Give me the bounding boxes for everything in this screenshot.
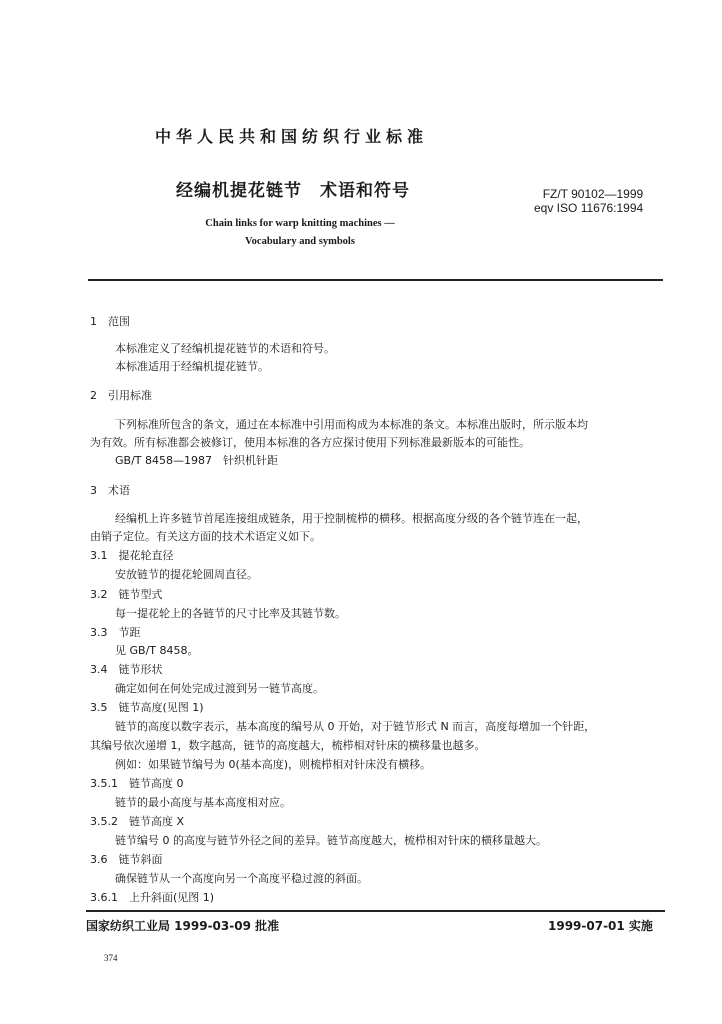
section-1-paragraph-2: 本标准适用于经编机提花链节。 — [115, 360, 269, 373]
term-3-5-1-definition: 链节的最小高度与基本高度相对应。 — [115, 796, 291, 809]
implementation-date: 1999-07-01 实施 — [548, 919, 653, 933]
english-title-line-2: Vocabulary and symbols — [245, 236, 355, 247]
term-3-2-heading: 3.2 链节型式 — [90, 588, 163, 601]
term-3-6-heading: 3.6 链节斜面 — [90, 853, 163, 866]
term-3-3-heading: 3.3 节距 — [90, 626, 141, 639]
section-3-paragraph-line-1: 经编机上许多链节首尾连接组成链条，用于控制梳栉的横移。根据高度分级的各个链节连在一起， — [115, 512, 588, 525]
section-2-paragraph-line-1: 下列标准所包含的条文，通过在本标准中引用而构成为本标准的条文。本标准出版时，所示版本均 — [115, 418, 588, 431]
term-3-6-1-heading: 3.6.1 上升斜面(见图 1) — [90, 891, 215, 904]
page-number: 374 — [104, 953, 118, 963]
english-title-line-1: Chain links for warp knitting machines — — [205, 218, 395, 229]
approval-date: 国家纺织工业局 1999-03-09 批准 — [86, 919, 280, 933]
term-3-5-1-heading: 3.5.1 链节高度 0 — [90, 777, 184, 790]
document-title: 经编机提花链节 术语和符号 — [176, 181, 410, 201]
section-1-heading: 1 范围 — [90, 315, 130, 328]
standard-number-block — [534, 187, 643, 215]
section-3-heading: 3 术语 — [90, 484, 130, 497]
term-3-3-definition: 见 GB/T 8458。 — [115, 644, 199, 657]
term-3-4-definition: 确定如何在何处完成过渡到另一链节高度。 — [115, 682, 324, 695]
standard-number: FZ/T 90102—1999 — [542, 187, 644, 201]
term-3-5-example: 例如：如果链节编号为 0(基本高度)，则梳栉相对针床没有横移。 — [115, 758, 432, 771]
term-3-6-definition: 确保链节从一个高度向另一个高度平稳过渡的斜面。 — [115, 872, 368, 885]
term-3-2-definition: 每一提花轮上的各链节的尺寸比率及其链节数。 — [115, 607, 346, 620]
footer-divider — [86, 910, 665, 912]
term-3-1-definition: 安放链节的提花轮圆周直径。 — [115, 568, 258, 581]
term-3-5-2-definition: 链节编号 0 的高度与链节外径之间的差异。链节高度越大，梳栉相对针床的横移量越大。 — [115, 834, 547, 847]
normative-reference: GB/T 8458—1987 针织机针距 — [115, 454, 278, 467]
section-2-paragraph-line-2: 为有效。所有标准都会被修订，使用本标准的各方应探讨使用下列标准最新版本的可能性。 — [90, 436, 530, 449]
equivalent-standard: eqv ISO 11676:1994 — [534, 201, 644, 215]
header-divider — [88, 279, 663, 281]
section-1-paragraph-1: 本标准定义了经编机提花链节的术语和符号。 — [115, 342, 335, 355]
term-3-1-heading: 3.1 提花轮直径 — [90, 549, 174, 562]
english-title — [150, 215, 450, 251]
issuing-organization: 中华人民共和国纺织行业标准 — [155, 127, 429, 146]
section-2-heading: 2 引用标准 — [90, 389, 152, 402]
section-3-paragraph-line-2: 由销子定位。有关这方面的技术术语定义如下。 — [90, 530, 321, 543]
term-3-5-2-heading: 3.5.2 链节高度 X — [90, 815, 185, 828]
term-3-4-heading: 3.4 链节形状 — [90, 663, 163, 676]
term-3-5-heading: 3.5 链节高度(见图 1) — [90, 701, 204, 714]
term-3-5-definition-line-2: 其编号依次递增 1，数字越高，链节的高度越大，梳栉相对针床的横移量也越多。 — [90, 739, 486, 752]
term-3-5-definition-line-1: 链节的高度以数字表示，基本高度的编号从 0 开始，对于链节形式 N 而言，高度每增加一个针距， — [115, 720, 596, 733]
